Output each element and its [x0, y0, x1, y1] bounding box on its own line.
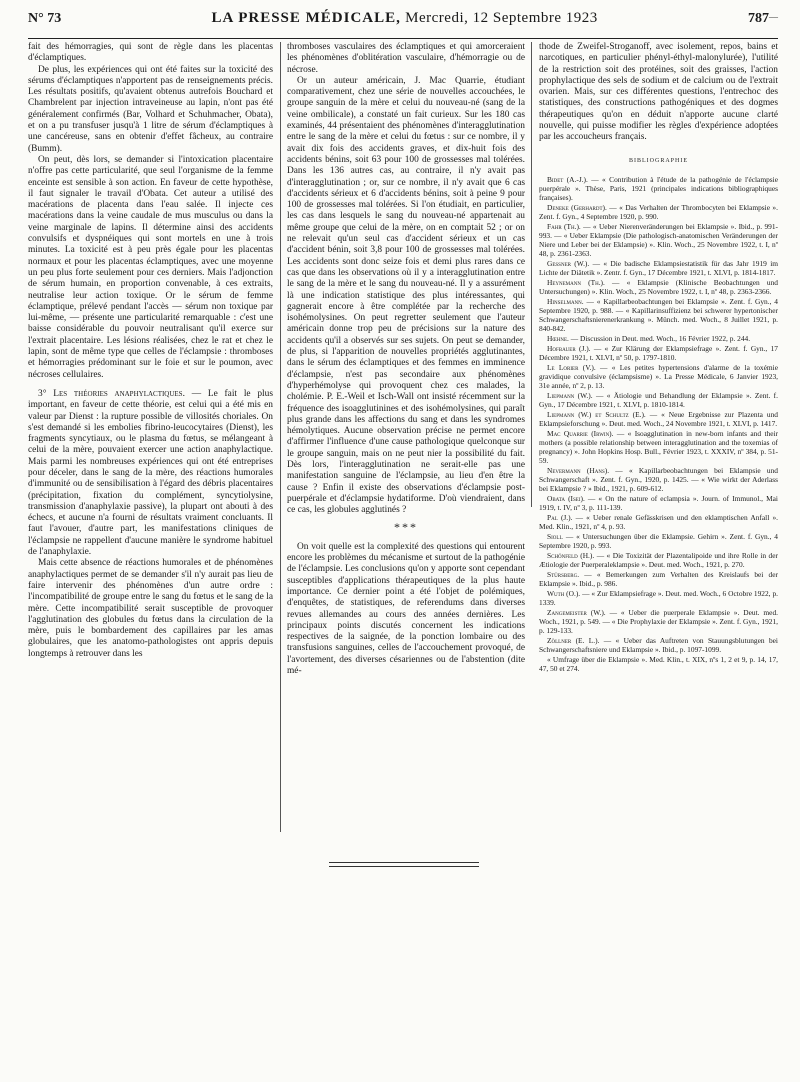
bib-reference: « Umfrage über die Eklampsie ». Med. Klin., t. XIX, nºs 1, 2 et 9, p. 14, 17, 47, 50 et 274.	[539, 654, 778, 673]
bib-reference: — « Zur Klärung der Eklampsiefrage ». Zent. f. Gyn., 17 Décembre 1921, t. XLVI, nº 50, p. 1797-1810.	[539, 343, 778, 362]
bibliography-entry	[539, 344, 778, 362]
bibliography-entry	[539, 334, 778, 343]
bibliography-entry	[539, 278, 778, 296]
bib-author: Deneke (Gerhardt).	[547, 202, 607, 212]
bib-reference: — Discussion in Deut. med. Woch., 16 Février 1922, p. 244.	[568, 333, 751, 343]
bibliography-entry	[539, 551, 778, 569]
bib-reference: — « Das Verhalten der Thrombocyten bei Eklampsie ». Zent. f. Gyn., 4 Septembre 1920, p. 990.	[539, 202, 778, 221]
bib-author: Obata (Isei).	[547, 493, 585, 503]
bib-reference: — « Eklampsie (Klinische Beobachtungen und Untersuchungen) ». Klin. Woch., 25 Novembre 1922, t. I, nº 48, p. 2363-2366.	[539, 277, 778, 296]
bibliography-entry	[539, 655, 778, 673]
paragraph: Or un auteur américain, J. Mac Quarrie, étudiant comparativement, chez une série de nouvelles accouchées, le groupe sanguin de la mère et celui du nouveau-né (sang de la veine ombilicale), a constaté un fait curieux. Sur les 180 cas examinés, 44 présentaient des phénomènes d'interagglutination entre le sang de la mère et celui du fœtus : sur ce nombre, il y avait dix fois des accidents graves, et dix-huit fois des accidents bénins, soit 63 pour 100 de grossesses mal tolérées. Dans les 136 autres cas, au contraire, il n'y avait pas d'interagglutination ; or, sur ce nombre, il n'y avait que 6 cas d'accidents sérieux et 6 d'accidents bénins, soit à peine 9 pour 100 de grossesses mal tolérées. Si l'on étudiait, en particulier, les cas dans lesquels le sang du nouveau-né appartenait au même groupe que celui de la mère, on en comptait 52 ; or on ne relevait qu'un seul cas d'accident sérieux et un cas d'accident bénin, soit 3,8 pour 100 de grossesses mal tolérées. Les accidents sont donc seize fois et demi plus rares dans ce cas que dans les observations où il y a interagglutination entre le sang de la mère et le sang du nouveau-né. Il y a assurément là une indication statistique des plus intéressantes, qui gagnerait encore à être complétée par la recherche des isohémolysines. On peut regretter seulement que l'auteur américain donne trop peu de précisions sur la nature des accidents qu'il a observés sur ses sujets. On peut se demander, de plus, si l'apparition de nouvelles propriétés agglutinantes, dans le sérum des éclamptiques et des femmes en imminence d'éclampsie, n'est pas secondaire aux phénomènes d'hyperhémolyse qui provoquent chez ces malades, la cholémie. P. E.-Weil et Isch-Wall ont insisté récemment sur la fréquence des isoagglutinines et des isohémolysines, qui paraît plus grande dans les affections du sang et dans les syndromes hémolytiques. Aucune observation précise ne permet encore d'affirmer l'influence d'une cause pathologique quelconque sur le groupe sanguin, mais on ne peut nier la possibilité du fait. Dès lors, l'interagglutination ne serait-elle pas une manifestation sanguine de l'éclampsie, au lieu d'en être la cause ? Enfin il existe des observations d'éclampsie post-puerpérale et d'éclampsie hydatiforme. D'où viendraient, dans ce cas, les globules agglutinés ?	[287, 75, 525, 516]
paragraph: fait des hémorragies, qui sont de règle dans les placentas d'éclamptiques.	[28, 42, 273, 64]
bib-author: Schönfeld (H.).	[547, 550, 595, 560]
bibliography-entry	[539, 513, 778, 531]
bib-reference: — « Kapillarbeobachtungen bei Eklampsie ». Zent. f. Gyn., 4 Septembre 1920, p. 988. — « Kapillarinsuffizienz bei schwerer hypertonischer Schwangerschaftsnierenerkrankung ». Münch. med. Woch., 8 Juillet 1921, p. 840-842.	[539, 296, 778, 333]
bibliography-entry	[539, 175, 778, 202]
page-header	[28, 10, 778, 39]
section-paragraph: 3° Les théories anaphylactiques. — Le fait le plus important, en faveur de cette théorie, est celui qui a été mis en valeur par Dienst : la rupture possible de villosités choriales. On s'est demandé si les embolies fibrino-leucocytaires (Dienst), les fragments syncytiaux, ou le plasma du fœtus, se mélangeant à celui de la mère, pouvaient exercer une action anaphylactique. Mais parmi les nombreuses expériences qui ont été entreprises pour déceler, dans le sang de la mère, des réactions humorales d'immunité ou de sensibilisation à l'égard des débris placentaires (précipitation, fixation du complément, syncytiolysine, transmission d'anaphylaxie passive), la plupart ont abouti à des échecs, et aucune n'a fourni de résultats vraiment concluants. Il faut l'avouer, d'autre part, les manifestations cliniques de l'éclampsie ne rappellent d'aucune manière le syndrome habituel de l'anaphylaxie.	[28, 388, 273, 558]
bib-reference: — « Die badische Eklampsiestatistik für das Jahr 1919 im Lichte der Diätetik ». Zentr. f. Gyn., 17 Décembre 1921, t. XLVI, p. 1814-1817.	[539, 258, 778, 277]
bib-reference: — « Contribution à l'étude de la pathogénie de l'éclampsie puerpérale ». Thèse, Paris, 1921 (principales indications bibliographiques françaises).	[539, 174, 778, 202]
section-heading: 3° Les théories anaphylactiques.	[38, 388, 185, 399]
bottom-rule	[329, 866, 479, 867]
bib-reference: — « Zur Eklampsiefrage ». Deut. med. Woch., 6 Octobre 1922, p. 1339.	[539, 588, 778, 607]
issue-number: N° 73	[28, 11, 62, 26]
bibliography-entry	[539, 363, 778, 390]
paragraph: Mais cette absence de réactions humorales et de phénomènes anaphylactiques permet de se demander s'il n'y aurait pas lieu de faire intervenir des phénomènes d'un autre ordre : l'incompatibilité de groupe entre le sang du fœtus et le sang de la mère. Cette incompatibilité serait susceptible de provoquer l'agglutination des globules du fœtus dans la circulation de la mère, puis le bombardement des capillaires par les amas globulaires, que les anatomo-pathologistes ont appris depuis longtemps à retrouver dans les	[28, 558, 273, 659]
bibliography-entry	[539, 532, 778, 550]
bib-reference: — « Ueber das Auftreten von Stauungsblutungen bei Schwangerschaftsniere und Eklampsie ». Ibid., p. 1097-1099.	[539, 635, 778, 654]
bibliography-entry	[539, 589, 778, 607]
bib-author: Stürsberg.	[547, 569, 580, 579]
bibliography-entry	[539, 259, 778, 277]
bib-author: Liepmann (W.).	[547, 390, 593, 400]
bib-author: Pal (J.).	[547, 512, 573, 522]
bib-author: Hinselmann.	[547, 296, 584, 306]
issue-date: Mercredi, 12 Septembre 1923	[405, 10, 598, 26]
bib-author: Le Lorier (V.).	[547, 362, 596, 372]
bib-reference: — « Isoagglutination in new-born infants and their mothers (a possible relationship between interagglutination and the toxemias of pregnancy) ». John Hopkins Hosp. Bull., Février 1923, t. XXXIV, nº 384, p. 51-59.	[539, 428, 778, 465]
bib-reference: — « Untersuchungen über die Eklampsie. Gehirn ». Zent. f. Gyn., 4 Septembre 1920, p. 993.	[539, 531, 778, 550]
bib-author: Mac Quarrie (Irwin).	[547, 428, 614, 438]
bib-author: Fahr (Th.).	[547, 221, 581, 231]
paragraph: thromboses vasculaires des éclamptiques et qui amorceraient les phénomènes d'oblitération vasculaire, d'hémorragie ou de nécrose.	[287, 42, 525, 75]
bibliography-entry	[539, 608, 778, 635]
bib-reference: — « Ueber renale Gefässkrisen und den eklamptischen Anfall ». Med. Klin., 1921, nº 4, p. 93.	[539, 512, 778, 531]
bib-author: Zangemeister (W.).	[547, 607, 606, 617]
bib-author: Zöllner (E. L.).	[547, 635, 600, 645]
bib-reference: — « Bemerkungen zum Verhalten des Kreislaufs bei der Eklampsie ». Ibid., p. 986.	[539, 569, 778, 588]
bibliography-heading: BIBLIOGRAPHIE	[629, 157, 688, 164]
paragraph: On voit quelle est la complexité des questions qui entourent encore les problèmes du mécanisme et surtout de la pathogénie de l'éclampsie. Les conclusions qu'on y apporte sont cependant susceptibles d'applications thérapeutiques de la plus haute importance. Ce dernier point a été l'objet de polémiques, d'enquêtes, de statistiques, de referendums dans diverses revues allemandes au cours des années dernières. Les principaux points discutés concernent les indications respectives de la saignée, de la ponction lombaire ou des transfusions sanguines, celles de l'accouchement provoqué, de l'avortement, des diverses césariennes ou de l'abstention (dite mé-	[287, 541, 525, 677]
bib-author: Bidet (A.-J.).	[547, 174, 588, 184]
section-separator: ***	[394, 520, 418, 535]
bibliography-entry	[539, 570, 778, 588]
bibliography-entry	[539, 494, 778, 512]
bibliography-entry	[539, 636, 778, 654]
bib-reference: — « Die Toxizität der Plazentalipoide und ihre Rolle in der Ætiologie der Puerperaleklampsie ». Deut. med. Woch., 1921, p. 270.	[539, 550, 778, 569]
bottom-rule	[329, 862, 479, 863]
bib-reference: — « Ueber die puerperale Eklampsie ». Deut. med. Woch., 1921, p. 549. — « Die Prophylaxie der Eklampsie ». Zent. f. Gyn., 1921, p. 129-133.	[539, 607, 778, 635]
bib-author: Gessner (W.).	[547, 258, 590, 268]
paragraph: On peut, dès lors, se demander si l'intoxication placentaire n'offre pas cette particularité, que seul l'organisme de la femme enceinte est sensible à son action. En faveur de cette hypothèse, il faut signaler le travail d'Obata. Cet auteur a utilisé des macérations de placenta dans l'eau salée. Il injecte ces macérations dans la veine caudale de mus musculus ou dans la veine marginale de lapins. Il détermine ainsi des accidents convulsifs et dyspnéiques qui sont mortels en une à trois minutes. La toxicité est à peu près égale pour les placentas normaux et pour les placentas éclamptiques, avec une moyenne un peu plus forte seulement pour ces derniers. Mais l'adjonction de sérum humain, en proportion convenable, à ces extraits, neutralise leur action toxique. Or le sérum de femme éclamptique, prélevé pendant l'accès — sérum non toxique par lui-même, — présente une particularité remarquable : c'est une baisse considérable du pouvoir neutralisant qu'il exerce sur l'extrait placentaire. Les lésions réalisées, chez le rat et chez le lapin, sont de même type que celles de l'éclampsie : thromboses et hémorragies prédominant sur le foie et sur le poumon, avec nécroses cellulaires.	[28, 154, 273, 380]
bibliography-entry	[539, 203, 778, 221]
masthead	[211, 10, 597, 27]
journal-name: LA PRESSE MÉDICALE,	[211, 10, 401, 26]
bib-author: Hœhne.	[547, 333, 569, 343]
bib-reference: — « Les petites hypertensions d'alarme de la toxémie gravidique convulsive (éclampsisme) ». La Presse Médicale, 6 Janvier 1923, 31e année, nº 2, p. 13.	[539, 362, 778, 390]
bib-reference: — « On the nature of eclampsia ». Journ. of Immunol., Mai 1919, t. IV, nº 3, p. 111-139.	[539, 493, 778, 512]
column-1	[28, 42, 273, 832]
bibliography-entry	[539, 297, 778, 333]
bib-author: Wuth (O.).	[547, 588, 581, 598]
bibliography-list	[539, 175, 778, 673]
page-number: 787___	[748, 11, 778, 26]
bibliography-entry	[539, 410, 778, 428]
paragraph: De plus, les expériences qui ont été faites sur la toxicité des sérums d'éclamptiques n'apportent pas de renseignements précis. Les résultats positifs, qu'avaient obtenus autrefois Bouchard et Chambrelent par injection intraveineuse au lapin, n'ont pas été généralement confirmés (Bar, Volhard et Schuhmacher, Obata), et on a pu transfuser jusqu'à 1 litre de sérum d'éclamptiques à une cancéreuse, sans en obtenir d'effet fâcheux, au contraire (Bumm).	[28, 64, 273, 154]
bibliography-entry	[539, 429, 778, 465]
bib-author: Liepmann (W.) et Schultz (E.).	[547, 409, 646, 419]
bibliography-entry	[539, 391, 778, 409]
bib-author: Sioli.	[547, 531, 563, 541]
bibliography-entry	[539, 466, 778, 493]
bib-reference: — « Ueber Nierenveränderungen bei Eklampsie ». Ibid., p. 991-993. — « Ueber Eklampsie (Die pathologisch-anatomischen Veränderungen der Niere und Leber bei der Eklampsie) ». Klin. Woch., 25 Novembre 1922, t. I, nº 48, p. 2361-2363.	[539, 221, 778, 258]
column-3	[539, 42, 778, 832]
bib-author: Nevermann (Hans).	[547, 465, 610, 475]
bib-reference: — « Neue Ergebnisse zur Plazenta und Eklampsieforschung ». Deut. med. Woch., 24 Novembre 1921, t. XLVI, p. 1417.	[539, 409, 778, 428]
bib-author: Hofbauer (J.).	[547, 343, 591, 353]
column-2	[287, 42, 525, 832]
bib-author: Heynemann (Th.).	[547, 277, 605, 287]
bibliography-entry	[539, 222, 778, 258]
bib-reference: — « Ätiologie und Behandlung der Eklampsie ». Zent. f. Gyn., 17 Décembre 1921, t. XLVI, p. 1810-1814.	[539, 390, 778, 409]
paragraph: thode de Zweifel-Stroganoff, avec isolement, repos, bains et narcotiques, en particulier phényl-éthyl-malonylurée), l'utilité de la restriction soit des protéines, soit des graisses, l'action prophylactique des sels de sodium et de calcium ou de l'extrait ovarien. Mais, sur ces différentes questions, l'entrechoc des statistiques, des constructions pathogéniques et des dogmes thérapeutiques qu'on en déduit n'apporte aucune clarté nouvelle, qui puisse modifier les règles d'expérience adoptées par les accoucheurs français.	[539, 42, 778, 143]
bib-reference: — « Kapillarbeobachtungen bei Eklampsie und Schwangerschaft ». Zent. f. Gyn., 1920, p. 1425. — « Wie wirkt der Aderlass bei Eklampsie ? » Ibid., 1921, p. 609-612.	[539, 465, 778, 493]
